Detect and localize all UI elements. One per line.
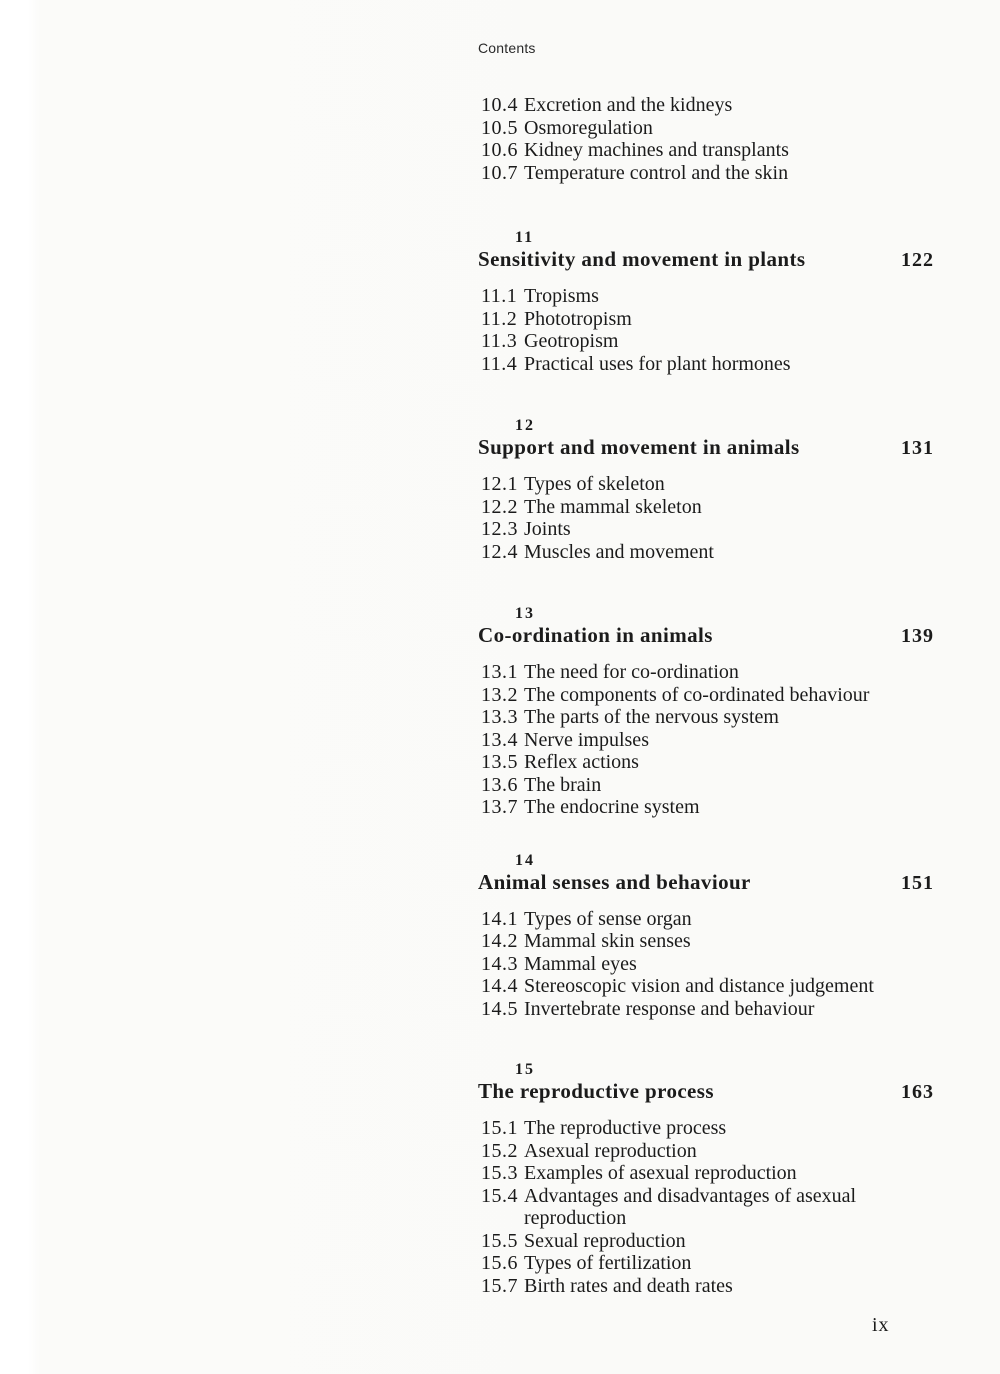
- toc-entry: [478, 473, 934, 496]
- entry-title: Geotropism: [524, 330, 619, 352]
- toc-section-14: [478, 852, 934, 1021]
- chapter-page-number: 131: [901, 437, 934, 459]
- toc-entry: [478, 661, 934, 684]
- entry-number: 11.3: [481, 330, 518, 352]
- toc-entry: [478, 796, 934, 819]
- toc-section-10: [478, 94, 934, 184]
- chapter-page-number: 151: [901, 871, 934, 894]
- toc-entry: [478, 1140, 934, 1163]
- entry-number: 14.3: [481, 952, 518, 975]
- entry-title: Osmoregulation: [524, 116, 653, 139]
- chapter-number: 12: [515, 417, 535, 434]
- toc-entry: [478, 1162, 934, 1185]
- entry-number: 13.1: [481, 661, 518, 683]
- toc-entry: [478, 353, 934, 376]
- toc-entry: [478, 94, 934, 117]
- entry-number: 14.5: [481, 997, 518, 1020]
- toc-entry: [478, 496, 934, 519]
- chapter-number: 15: [515, 1061, 535, 1078]
- entry-title: Practical uses for plant hormones: [524, 352, 791, 375]
- entry-number: 11.4: [481, 352, 518, 375]
- entry-number: 15.3: [481, 1162, 518, 1184]
- entry-number: 13.4: [481, 728, 518, 751]
- section-entries: [478, 661, 934, 819]
- entry-title: The endocrine system: [524, 796, 700, 818]
- toc-entry: [478, 285, 934, 308]
- entry-number: 13.6: [481, 773, 518, 796]
- chapter-title: Sensitivity and movement in plants: [478, 247, 806, 271]
- entry-title: Temperature control and the skin: [524, 161, 789, 184]
- entry-title: The brain: [524, 773, 602, 796]
- toc-entry: [478, 308, 934, 331]
- section-entries: [478, 1117, 934, 1297]
- chapter-title-row: [478, 1079, 934, 1105]
- entry-number: 14.4: [481, 975, 518, 997]
- toc-entry: [478, 1117, 934, 1140]
- entry-title: The parts of the nervous system: [524, 706, 779, 728]
- toc-entry: [478, 998, 934, 1021]
- entry-title: Asexual reproduction: [524, 1139, 697, 1162]
- chapter-page-number: 139: [901, 625, 934, 647]
- entry-number: 12.2: [481, 495, 518, 518]
- entry-number: 12.3: [481, 518, 518, 540]
- toc-entry: [478, 1230, 934, 1253]
- toc-section-15: [478, 1061, 934, 1297]
- entry-number: 10.5: [481, 116, 518, 139]
- toc-section-13: [478, 605, 934, 819]
- entry-number: 15.1: [481, 1117, 518, 1139]
- toc-entry: [478, 729, 934, 752]
- chapter-title-row: [478, 623, 934, 649]
- chapter-title-row: [478, 870, 934, 896]
- toc-section-11: [478, 229, 934, 375]
- entry-title: Mammal skin senses: [524, 930, 691, 952]
- entry-title: The reproductive process: [524, 1117, 727, 1139]
- chapter-title: Animal senses and behaviour: [478, 869, 751, 894]
- entry-number: 15.7: [481, 1274, 518, 1297]
- section-entries: [478, 94, 934, 184]
- chapter-number: 11: [515, 229, 535, 246]
- entry-number: 15.6: [481, 1252, 518, 1274]
- toc-section-12: [478, 417, 934, 563]
- toc-entry: [478, 774, 934, 797]
- toc-entry: [478, 139, 934, 162]
- section-entries: [478, 285, 934, 375]
- entry-number: 12.4: [481, 540, 518, 563]
- table-of-contents: [478, 56, 934, 1297]
- entry-title: The need for co-ordination: [524, 661, 739, 683]
- entry-title: Stereoscopic vision and distance judgement: [524, 975, 874, 997]
- entry-number: 10.4: [481, 94, 518, 116]
- entry-number: 13.2: [481, 683, 518, 706]
- toc-entry: [478, 908, 934, 931]
- entry-number: 10.6: [481, 139, 518, 161]
- chapter-number: 13: [515, 605, 535, 622]
- entry-title: Reflex actions: [524, 751, 639, 773]
- entry-title: Joints: [524, 518, 571, 540]
- entry-number: 15.5: [481, 1229, 518, 1252]
- entry-number: 12.1: [481, 473, 518, 495]
- toc-entry: [478, 541, 934, 564]
- entry-number: 13.5: [481, 751, 518, 773]
- toc-entry: [478, 706, 934, 729]
- entry-title: Birth rates and death rates: [524, 1274, 733, 1297]
- entry-title: Tropisms: [524, 285, 599, 307]
- entry-title: Types of fertilization: [524, 1252, 692, 1274]
- chapter-page-number: 122: [901, 249, 934, 271]
- toc-entry: [478, 1275, 934, 1298]
- toc-entry: [478, 1252, 934, 1275]
- entry-title: Kidney machines and transplants: [524, 139, 789, 161]
- toc-entry: [478, 1185, 934, 1230]
- entry-title: Types of skeleton: [524, 473, 665, 495]
- entry-number: 15.2: [481, 1139, 518, 1162]
- running-head: Contents: [478, 40, 536, 56]
- entry-title: Sexual reproduction: [524, 1229, 686, 1252]
- section-entries: [478, 908, 934, 1021]
- entry-title: Phototropism: [524, 307, 632, 330]
- entry-number: 11.1: [481, 285, 518, 307]
- entry-title: Mammal eyes: [524, 952, 637, 975]
- chapter-number: 14: [515, 851, 535, 869]
- toc-entry: [478, 330, 934, 353]
- entry-number: 11.2: [481, 307, 518, 330]
- chapter-title: Support and movement in animals: [478, 435, 800, 459]
- toc-entry: [478, 162, 934, 185]
- chapter-title: Co-ordination in animals: [478, 623, 713, 647]
- entry-number: 13.3: [481, 706, 518, 728]
- entry-number: 15.4: [481, 1184, 518, 1207]
- page-folio: ix: [872, 1314, 890, 1336]
- entry-title: The components of co-ordinated behaviour: [524, 683, 870, 706]
- toc-entry: [478, 751, 934, 774]
- entry-title: Excretion and the kidneys: [524, 94, 733, 116]
- toc-entry: [478, 518, 934, 541]
- entry-title: Invertebrate response and behaviour: [524, 997, 815, 1020]
- chapter-title: The reproductive process: [478, 1079, 714, 1103]
- entry-title: Types of sense organ: [524, 907, 692, 930]
- entry-title: The mammal skeleton: [524, 495, 702, 518]
- chapter-title-row: [478, 435, 934, 461]
- entry-title: Examples of asexual reproduction: [524, 1162, 797, 1184]
- toc-entry: [478, 930, 934, 953]
- toc-entry: [478, 975, 934, 998]
- chapter-title-row: [478, 247, 934, 273]
- entry-number: 10.7: [481, 161, 518, 184]
- entry-title: Advantages and disadvantages of asexual reproduction: [524, 1184, 857, 1229]
- toc-entry: [478, 684, 934, 707]
- entry-number: 14.2: [481, 930, 518, 952]
- chapter-page-number: 163: [901, 1081, 934, 1103]
- section-entries: [478, 473, 934, 563]
- entry-title: Muscles and movement: [524, 540, 714, 563]
- entry-number: 13.7: [481, 796, 518, 818]
- entry-number: 14.1: [481, 907, 518, 930]
- entry-title: Nerve impulses: [524, 728, 649, 751]
- toc-entry: [478, 117, 934, 140]
- toc-entry: [478, 953, 934, 976]
